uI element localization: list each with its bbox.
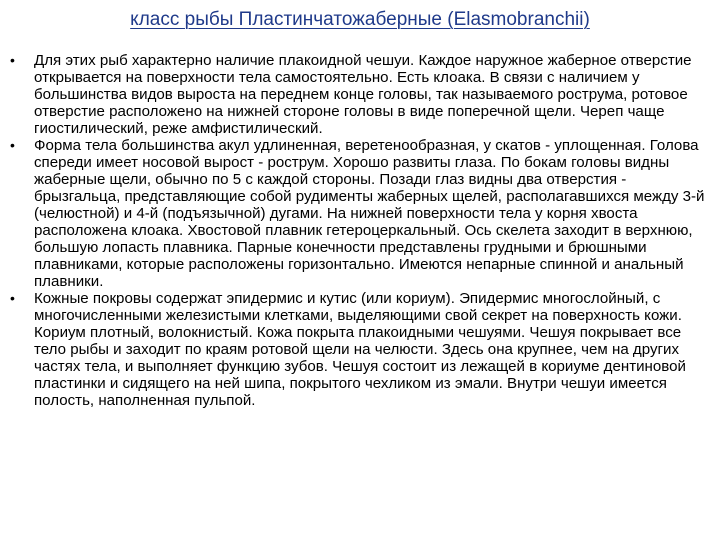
bullet-list bbox=[0, 52, 720, 409]
bullet-text: Кожные покровы содержат эпидермис и кутис (или кориум). Эпидермис многослойный, с многочисленными железистыми клетками, выделяющими свой секрет на поверхность кожи. Кориум плотный, волокнистый. Кожа покрыта плакоидными чешуями. Чешуя покрывает все тело рыбы и заходит по краям ротовой щели на челюсти. Здесь она крупнее, чем на других частях тела, и выполняет функцию зубов. Чешуя состоит из лежащей в кориуме дентиновой пластинки и сидящего на ней шипа, покрытого чехликом из эмали. Внутри чешуи имеется полость, наполненная пульпой. bbox=[34, 290, 686, 409]
bullet-item-2 bbox=[10, 137, 706, 290]
bullet-marker: • bbox=[10, 52, 15, 68]
bullet-text: Для этих рыб характерно наличие плакоидной чешуи. Каждое наружное жаберное отверстие открывается на поверхности тела самостоятельно. Есть клоака. В связи с наличием у большинства видов выроста на переднем конце головы, так называемого рострума, ротовое отверстие расположено на нижней стороне головы в виде поперечной щели. Череп чаще гиостилический, реже амфистилический. bbox=[34, 52, 692, 137]
slide-title: класс рыбы Пластинчатожаберные (Elasmobranchii) bbox=[130, 9, 590, 30]
bullet-marker: • bbox=[10, 290, 15, 306]
bullet-text: Форма тела большинства акул удлиненная, веретенообразная, у скатов - уплощенная. Голова спереди имеет носовой вырост - рострум. Хорошо развиты глаза. По бокам головы видны жаберные щели, обычно по 5 с каждой стороны. Позади глаз видны два отверстия - брызгальца, представляющие собой рудименты жаберных щелей, располагавшихся между 3-й (челюстной) и 4-й (подъязычной) дугами. На нижней поверхности тела у корня хвоста расположена клоака. Хвостовой плавник гетероцеркальный. Ось скелета заходит в верхнюю, большую лопасть плавника. Парные конечности представлены грудными и брюшными плавниками, которые расположены горизонтально. Имеются непарные спинной и анальный плавники. bbox=[34, 137, 705, 290]
bullet-marker: • bbox=[10, 137, 15, 153]
bullet-item-3 bbox=[10, 290, 706, 409]
bullet-item-1 bbox=[10, 52, 706, 137]
